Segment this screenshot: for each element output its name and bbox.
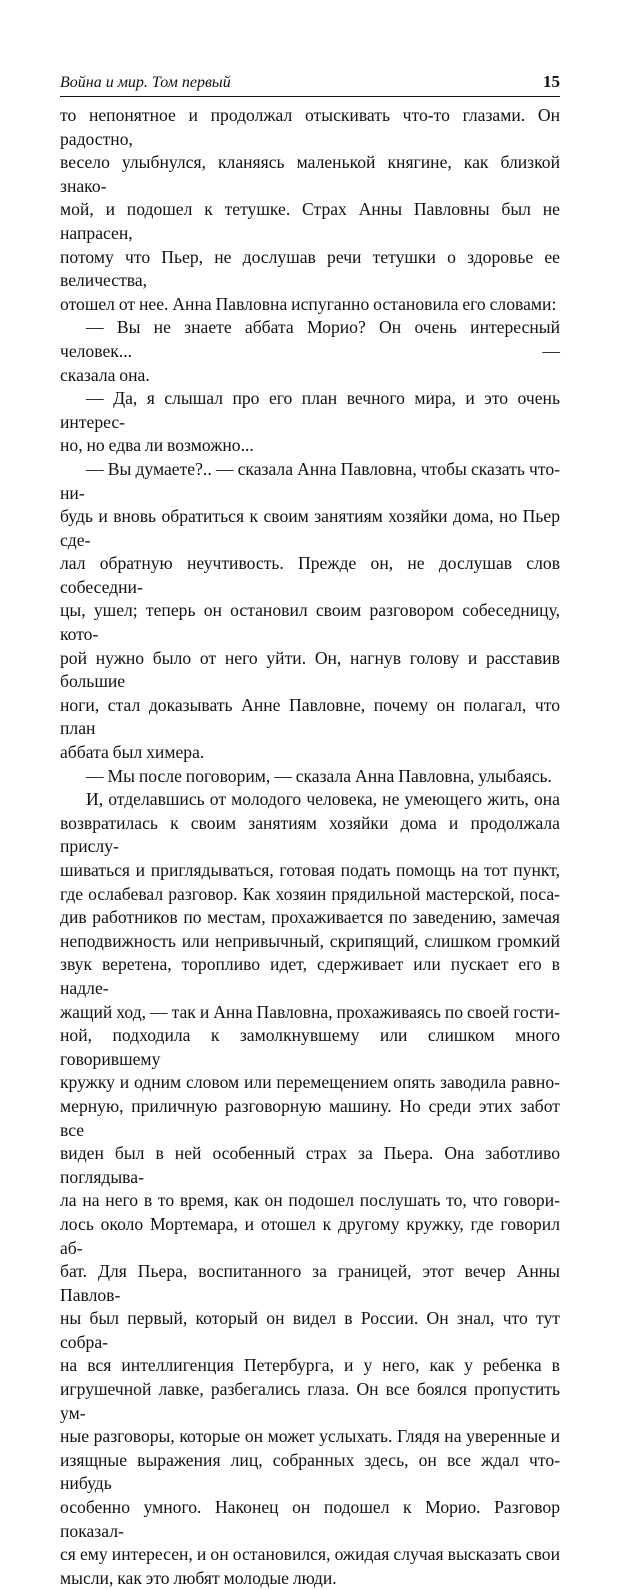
text-line: рой нужно было от него уйти. Он, нагнув голову и расставив большие: [60, 647, 560, 692]
text-line: то непонятное и продолжал отыскивать что-то глазами. Он радостно,: [60, 105, 560, 149]
text-line: сказала она.: [60, 364, 150, 385]
text-line: виден был в ней особенный страх за Пьера. Она заботливо поглядыва-: [60, 1143, 560, 1187]
text-line: но, но едва ли возможно...: [60, 435, 254, 456]
text-line: — Мы после поговорим, — сказала Анна Павловна, улыбаясь.: [86, 765, 552, 786]
text-line: весело улыбнулся, кланяясь маленькой княгине, как близкой знако-: [60, 152, 560, 196]
text-line: на вся интеллигенция Петербурга, и у него, как у ребенка в: [60, 1355, 560, 1376]
text-line: цы, ушел; теперь он остановил своим разговором собеседницу, кото-: [60, 600, 560, 645]
text-line: потому что Пьер, не дослушав речи тетушки о здоровье ее величества,: [60, 246, 560, 291]
text-line: мерную, приличную разговорную машину. Но среди этих забот все: [60, 1095, 560, 1140]
text-line: особенно умного. Наконец он подошел к Морио. Разговор показал-: [60, 1497, 560, 1541]
text-line: звук веретена, торопливо идет, сдерживает или пускает его в надле-: [60, 954, 560, 998]
text-line: изящные выражения лиц, собранных здесь, он все ждал что-нибудь: [60, 1449, 560, 1494]
text-line: мой, и подошел к тетушке. Страх Анны Павловны был не напрасен,: [60, 199, 560, 243]
text-line: бат. Для Пьера, воспитанного за границей, этот вечер Анны Павлов-: [60, 1261, 560, 1305]
body-text: [60, 104, 560, 1590]
text-line: мысли, как это любят молодые люди.: [60, 1567, 337, 1588]
text-line: див работников по местам, прохаживается по заведению, замечая: [60, 907, 560, 928]
text-line: возвратилась к своим занятиям хозяйки дома и продолжала прислу-: [60, 812, 560, 857]
text-line: будь и вновь обратиться к своим занятиям хозяйки дома, но Пьер сде-: [60, 506, 560, 550]
running-header: [60, 72, 560, 93]
text-line: — Да, я слышал про его план вечного мира, и это очень интерес-: [60, 388, 560, 432]
text-line: лал обратную неучтивость. Прежде он, не дослушав слов собеседни-: [60, 553, 560, 597]
running-title: Война и мир. Том первый: [60, 74, 231, 91]
text-line: ся ему интересен, и он остановился, ожидая случая высказать свои: [60, 1544, 560, 1565]
text-line: шиваться и приглядываться, готовая подать помощь на тот пункт,: [60, 860, 560, 880]
text-line: аббата был химера.: [60, 742, 205, 763]
page-number: 15: [543, 72, 560, 91]
header-rule: [60, 96, 560, 97]
text-line: лось около Мортемара, и отошел к другому кружку, где говорил аб-: [60, 1213, 560, 1258]
text-line: жащий ход, — так и Анна Павловна, прохаживаясь по своей гости-: [60, 1001, 560, 1022]
text-line: где ослабевал разговор. Как хозяин прядильной мастерской, поса-: [60, 883, 560, 904]
text-line: — Вы думаете?.. — сказала Анна Павловна, чтобы сказать что-ни-: [60, 458, 560, 503]
text-line: И, отделавшись от молодого человека, не умеющего жить, она: [86, 789, 560, 810]
text-line: неподвижность или непривычный, скрипящий, слишком громкий: [60, 930, 560, 951]
text-line: ные разговоры, которые он может услыхать. Глядя на уверенные и: [60, 1426, 560, 1447]
text-line: ла на него в то время, как он подошел послушать то, что говори-: [60, 1190, 560, 1211]
text-line: отошел от нее. Анна Павловна испуганно остановила его словами:: [60, 293, 557, 314]
text-line: ны был первый, который он видел в России. Он знал, что тут собра-: [60, 1308, 560, 1352]
text-line: ной, подходила к замолкнувшему или слишком много говорившему: [60, 1025, 560, 1069]
text-line: — Вы не знаете аббата Морио? Он очень интересный человек... —: [60, 317, 560, 361]
text-line: ноги, стал доказывать Анне Павловне, почему он полагал, что план: [60, 694, 560, 739]
text-line: кружку и одним словом или перемещением опять заводила равно-: [60, 1072, 560, 1093]
text-line: игрушечной лавке, разбегались глаза. Он все боялся пропустить ум-: [60, 1379, 560, 1423]
